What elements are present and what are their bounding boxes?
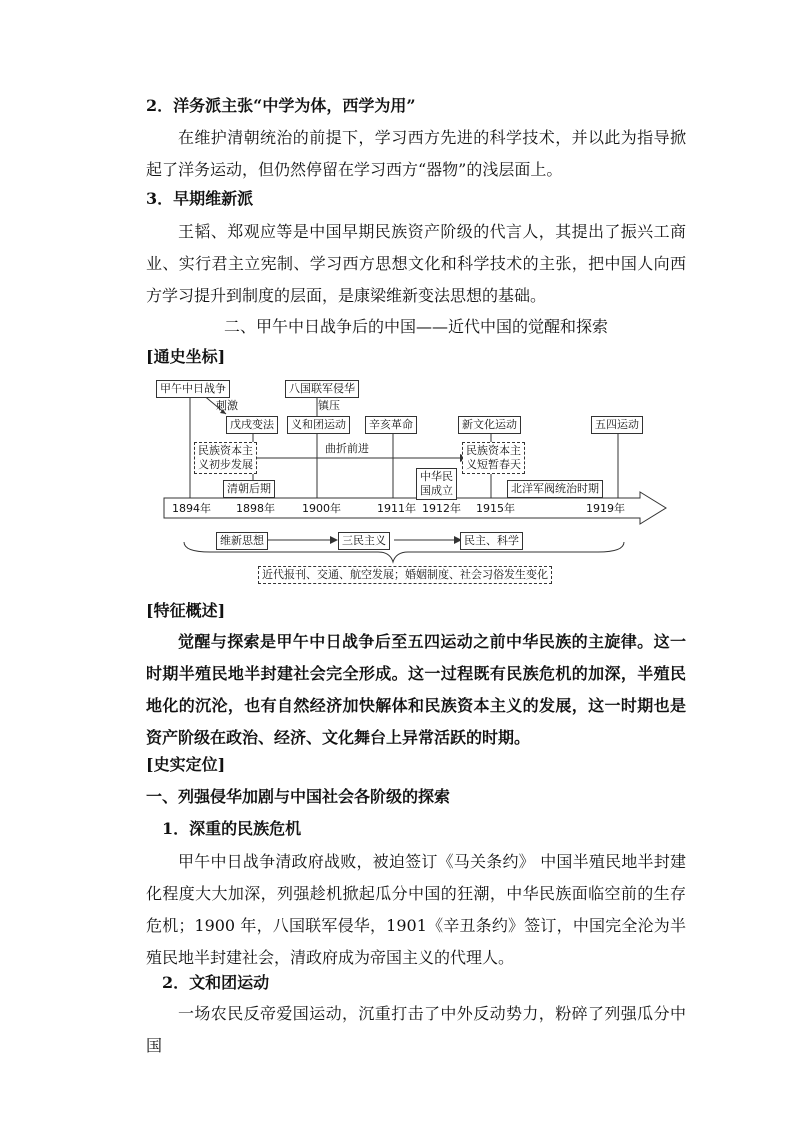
item2-paragraph: 在维护清朝统治的前提下，学习西方先进的科学技术，并以此为指导掀起了洋务运动，但仍然停留在学习西方“器物”的浅层面上。 xyxy=(146,128,686,179)
positioning-tag: [史实定位] xyxy=(146,755,226,774)
event-may-fourth: 五四运动 xyxy=(591,416,643,434)
item3-heading: 3．早期维新派 xyxy=(146,189,254,208)
year-1911: 1911年 xyxy=(377,502,416,515)
capital2-line2: 义短暂春天 xyxy=(466,458,521,471)
positioning-item2-paragraph: 一场农民反帝爱国运动，沉重打击了中外反动势力，粉碎了列强瓜分中国 xyxy=(146,1004,686,1055)
capital1-line1: 民族资本主 xyxy=(198,444,253,457)
period-late-qing: 清朝后期 xyxy=(223,480,275,498)
timeline-diagram xyxy=(150,374,670,594)
society-change-box: 近代报刊、交通、航空发展；婚姻制度、社会习俗发生变化 xyxy=(258,566,552,584)
event-reform: 戊戌变法 xyxy=(226,416,278,434)
capital1-line2: 义初步发展 xyxy=(198,458,253,471)
label-twists: 曲折前进 xyxy=(325,442,369,455)
positioning-item1-paragraph: 甲午中日战争清政府战败，被迫签订《马关条约》 中国半殖民地半封建化程度大大加深，列强趁机掀起瓜分中国的狂潮，中华民族面临空前的生存危机；1900 年，八国联军侵华，1901《辛丑条约》签订，中国完全沦为半殖民地半封建社会，清政府成为帝国主义的代理人。 xyxy=(146,852,686,967)
year-1912: 1912年 xyxy=(422,502,461,515)
thought-democracy-science: 民主、科学 xyxy=(460,532,523,550)
section2-title: 二、甲午中日战争后的中国——近代中国的觉醒和探索 xyxy=(223,317,608,336)
positioning-item1-heading: 1．深重的民族危机 xyxy=(162,819,302,838)
thought-three-principles: 三民主义 xyxy=(338,532,390,550)
event-boxer: 义和团运动 xyxy=(287,416,350,434)
year-1915: 1915年 xyxy=(476,502,515,515)
period-beiyang: 北洋军阀统治时期 xyxy=(507,480,603,498)
capital-development-box xyxy=(194,442,257,474)
features-tag: [特征概述] xyxy=(146,601,226,620)
item3-paragraph: 王韬、郑观应等是中国早期民族资产阶级的代言人，其提出了振兴工商业、实行君主立宪制、学习西方思想文化和科学技术的主张，把中国人向西方学习提升到制度的层面，是康梁维新变法思想的基础。 xyxy=(146,222,686,305)
event-sino-japanese-war: 甲午中日战争 xyxy=(156,380,230,398)
item2-heading: 2．洋务派主张“中学为体，西学为用” xyxy=(146,96,416,115)
thought-reform: 维新思想 xyxy=(216,532,268,550)
year-1900: 1900年 xyxy=(302,502,341,515)
timeline-tag: [通史坐标] xyxy=(146,347,226,366)
roc-founded-box xyxy=(416,468,457,500)
label-suppress: 镇压 xyxy=(318,399,340,412)
roc-line1: 中华民 xyxy=(420,470,453,483)
year-1898: 1898年 xyxy=(236,502,275,515)
features-paragraph: 觉醒与探索是甲午中日战争后至五四运动之前中华民族的主旋律。这一时期半殖民地半封建社会完全形成。这一过程既有民族危机的加深，半殖民地化的沉沦，也有自然经济加快解体和民族资本主义的发展，这一时期也是资产阶级在政治、经济、文化舞台上异常活跃的时期。 xyxy=(146,632,686,747)
capital2-line1: 民族资本主 xyxy=(466,444,521,457)
year-1894: 1894年 xyxy=(172,502,211,515)
roc-line2: 国成立 xyxy=(420,484,453,497)
positioning-item2-heading: 2．文和团运动 xyxy=(162,973,270,992)
capital-spring-box xyxy=(462,442,525,474)
event-xinhai: 辛亥革命 xyxy=(365,416,417,434)
positioning-subtitle: 一、列强侵华加剧与中国社会各阶级的探索 xyxy=(146,787,451,806)
label-stimulate: 刺激 xyxy=(216,399,238,412)
event-new-culture: 新文化运动 xyxy=(458,416,521,434)
event-eight-nation: 八国联军侵华 xyxy=(285,380,359,398)
year-1919: 1919年 xyxy=(586,502,625,515)
